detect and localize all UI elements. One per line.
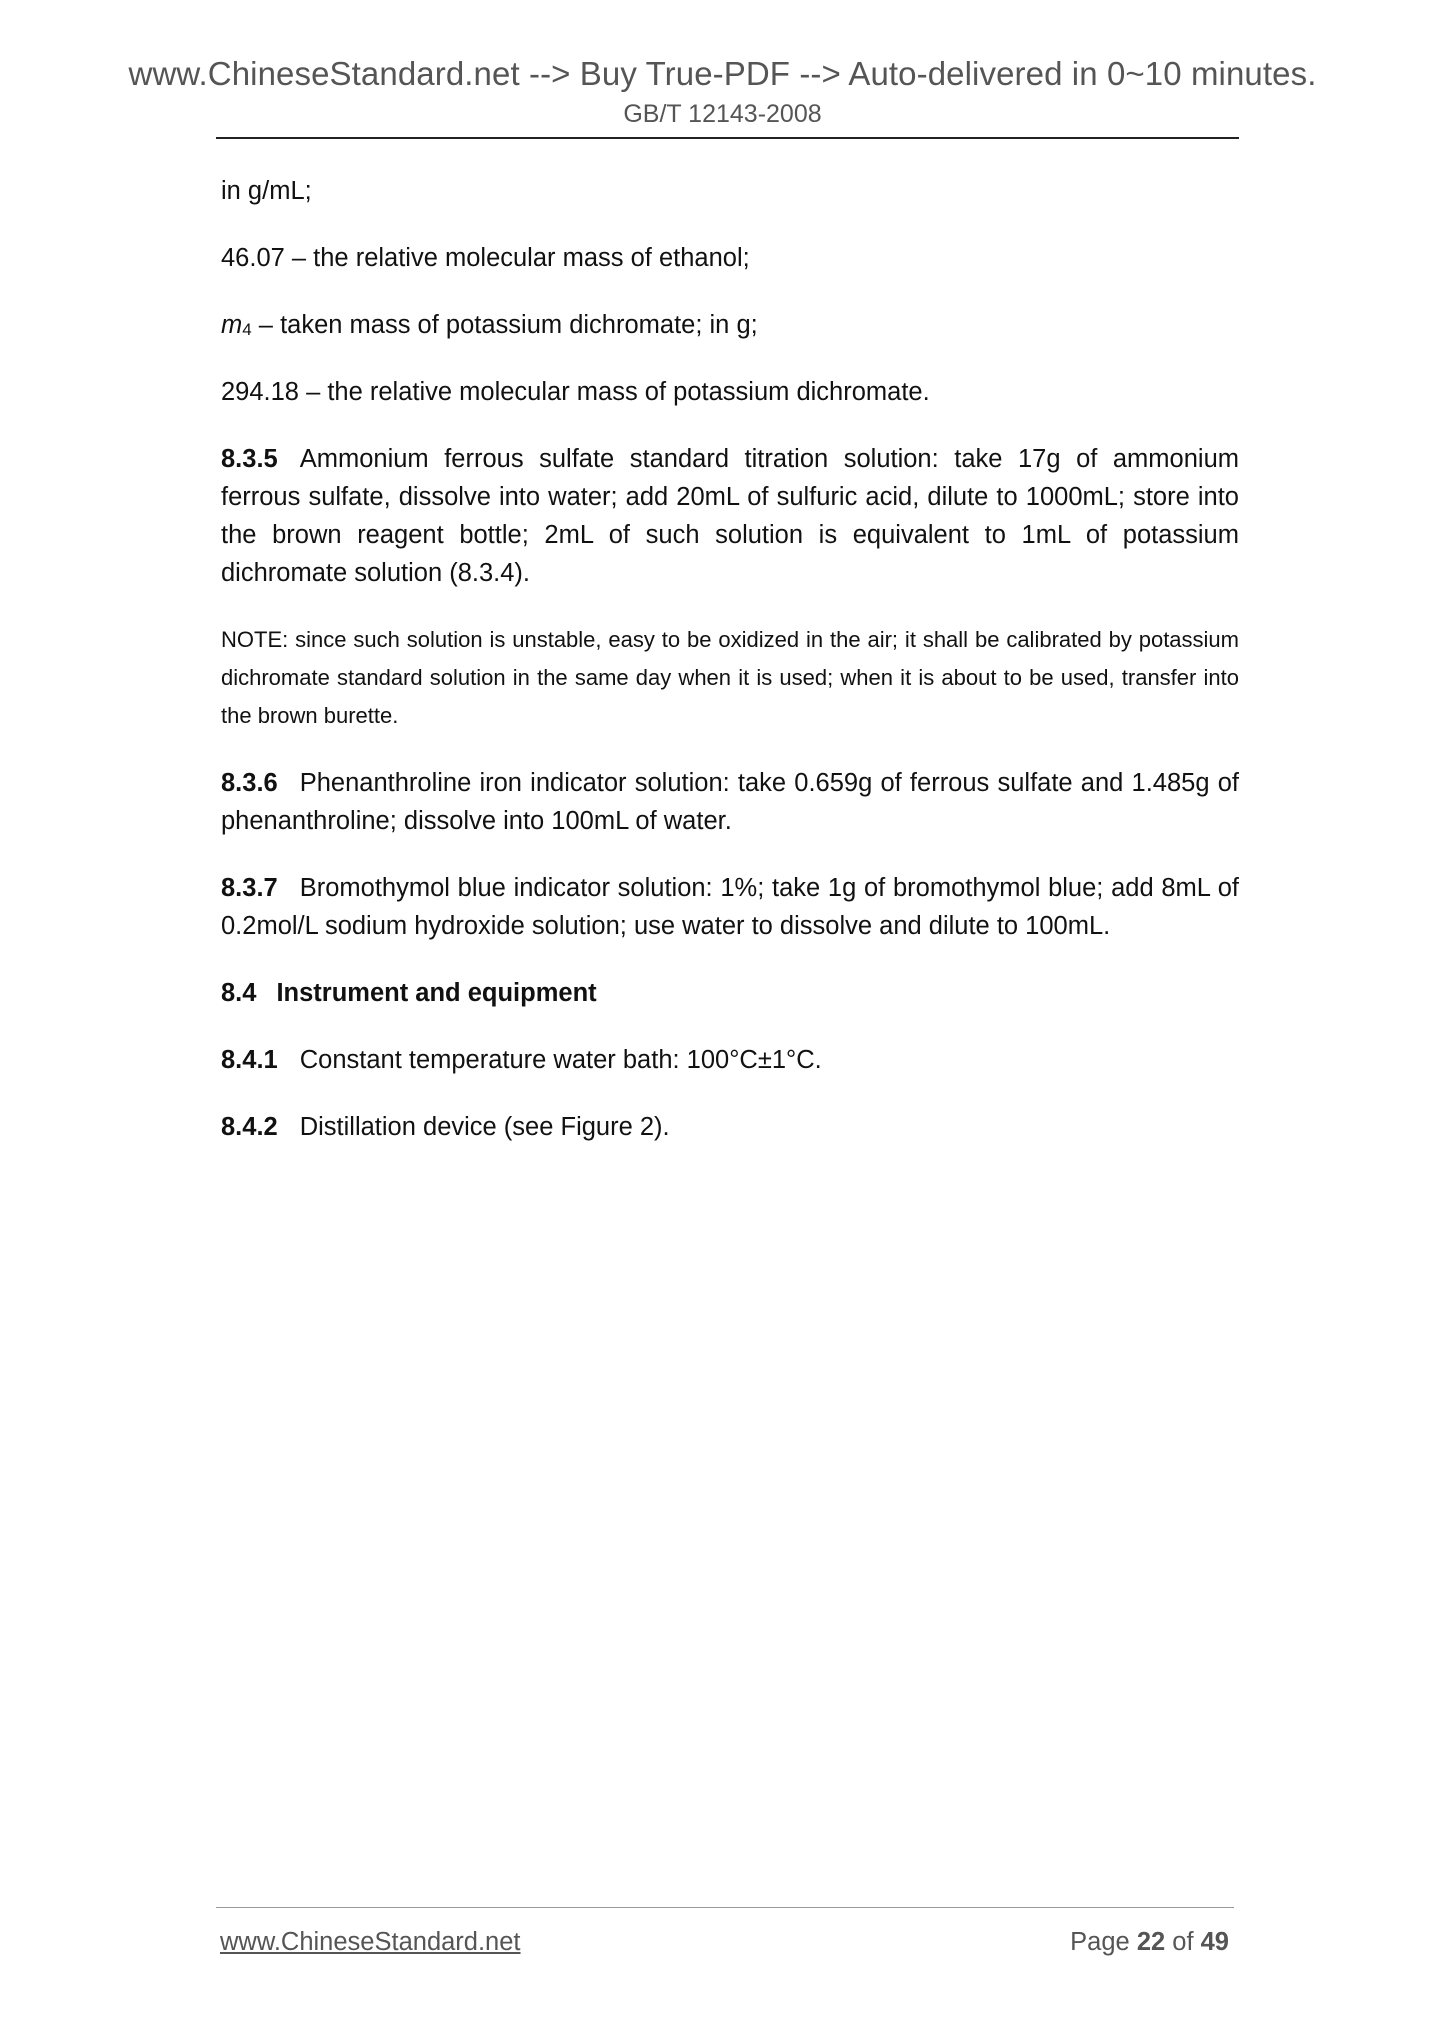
- section-number: 8.3.6: [221, 769, 278, 797]
- paragraph-m4-text: – taken mass of potassium dichromate; in g;: [251, 311, 758, 339]
- section-text: Ammonium ferrous sulfate standard titration solution: take 17g of ammonium ferrous sulfate, dissolve into water; add 20mL of sulfuric acid, dilute to 1000mL; store into the brown reagent bottle; 2mL of such solution is equivalent to 1mL of potassium dichromate solution (8.3.4).: [221, 445, 1239, 587]
- section-text: Distillation device (see Figure 2).: [299, 1113, 670, 1141]
- section-number: 8.3.7: [221, 874, 278, 902]
- variable-m: m: [221, 311, 243, 339]
- paragraph-m4: [221, 306, 1239, 344]
- section-number: 8.4: [221, 979, 257, 1007]
- section-8-4-1: [221, 1041, 1239, 1079]
- section-8-3-6: [221, 764, 1239, 840]
- section-number: 8.3.5: [221, 445, 278, 473]
- section-heading-8-4: [221, 974, 1239, 1012]
- footer-site-link[interactable]: www.ChineseStandard.net: [220, 1928, 521, 1956]
- page-number: [1070, 1928, 1229, 1957]
- footer-divider: [216, 1907, 1234, 1908]
- section-title: Instrument and equipment: [276, 979, 597, 1007]
- section-text: Phenanthroline iron indicator solution: take 0.659g of ferrous sulfate and 1.485g of phenanthroline; dissolve into 100mL of water.: [221, 769, 1239, 835]
- paragraph-dichromate: 294.18 – the relative molecular mass of potassium dichromate.: [221, 378, 930, 406]
- section-number: 8.4.2: [221, 1113, 278, 1141]
- page-current: 22: [1136, 1928, 1166, 1956]
- section-8-3-5: [221, 440, 1239, 592]
- header-banner[interactable]: www.ChineseStandard.net --> Buy True-PDF --> Auto-delivered in 0~10 minutes.: [128, 55, 1317, 92]
- section-number: 8.4.1: [221, 1046, 278, 1074]
- paragraph-ethanol: 46.07 – the relative molecular mass of ethanol;: [221, 244, 750, 272]
- note-paragraph: NOTE: since such solution is unstable, easy to be oxidized in the air; it shall be calibrated by potassium dichromate standard solution in the same day when it is used; when it is about to be used, transfer into the brown burette.: [221, 627, 1239, 728]
- paragraph-unit: in g/mL;: [221, 177, 312, 205]
- section-text: Bromothymol blue indicator solution: 1%; take 1g of bromothymol blue; add 8mL of 0.2mol/L sodium hydroxide solution; use water to dissolve and dilute to 100mL.: [221, 874, 1239, 940]
- section-8-4-2: [221, 1108, 1239, 1146]
- page-of: of: [1165, 1928, 1201, 1956]
- page-total: 49: [1200, 1928, 1229, 1956]
- section-text: Constant temperature water bath: 100°C±1°C.: [299, 1046, 822, 1074]
- header-divider: [216, 137, 1239, 139]
- variable-subscript: 4: [242, 320, 252, 339]
- page-header: [0, 54, 1445, 130]
- page-prefix: Page: [1070, 1928, 1137, 1956]
- document-body: [221, 172, 1239, 1175]
- section-8-3-7: [221, 869, 1239, 945]
- standard-code: GB/T 12143-2008: [623, 100, 822, 128]
